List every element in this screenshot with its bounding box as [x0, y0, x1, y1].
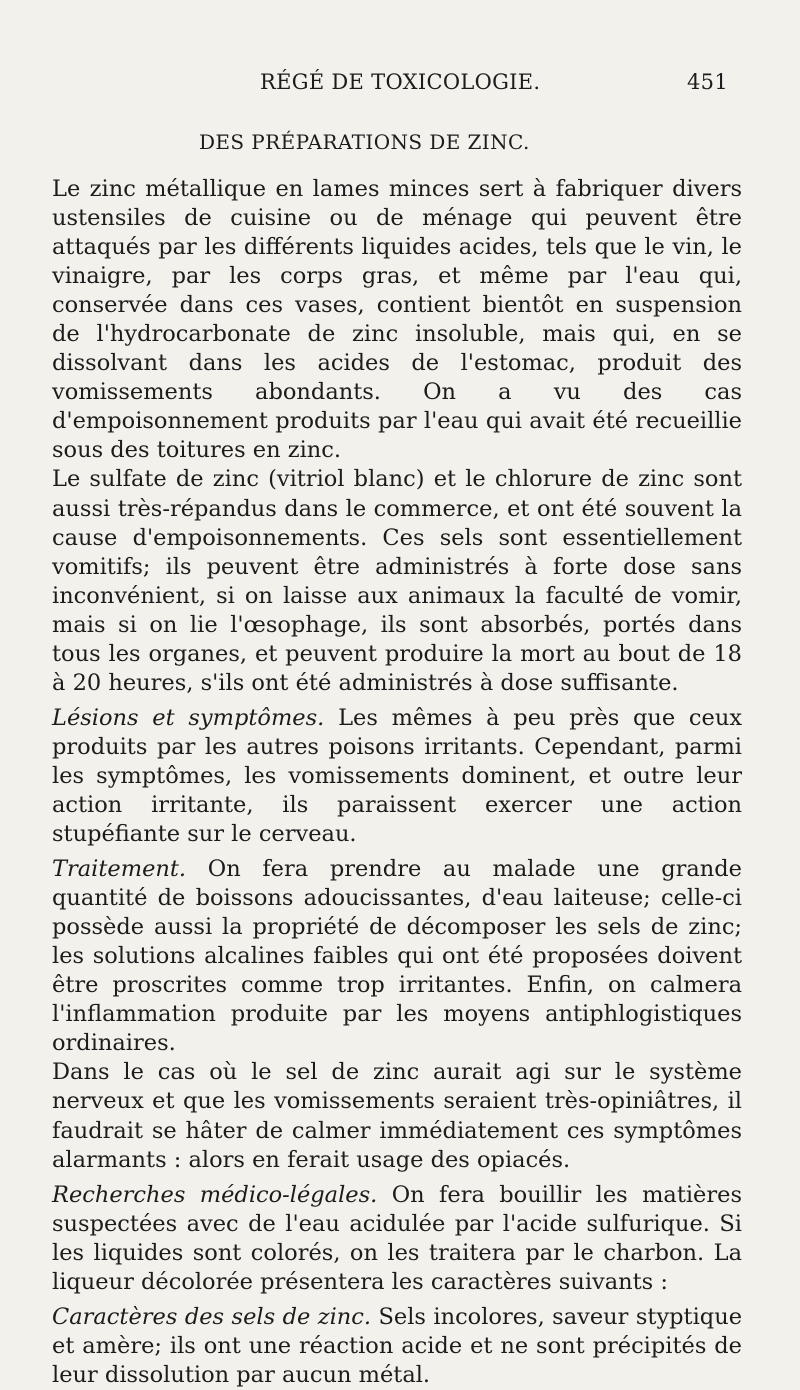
running-header — [52, 62, 742, 94]
paragraph-text: Sels incolores, saveur styptique et amère; ils ont une réaction acide et ne sont précipités de leur dissolution par aucun métal. — [52, 1303, 743, 1388]
paragraph — [52, 704, 742, 849]
page-number: 451 — [687, 70, 728, 94]
paragraph-lead: Recherches médico-légales. — [52, 1181, 378, 1208]
paragraph — [52, 1058, 742, 1174]
paragraph-text: Les mêmes à peu près que ceux produits par les autres poisons irritants. Cependant, parmi les symptômes, les vomissements dominent, et outre leur action irritante, ils paraissent exercer une action stupéfiante sur le cerveau. — [52, 704, 743, 848]
paragraph — [52, 175, 742, 465]
paragraph-lead: Traitement. — [52, 856, 187, 883]
section-title: DES PRÉPARATIONS DE ZINC. — [199, 130, 530, 154]
paragraph-text: On fera bouillir les matières suspectées avec de l'eau acidulée par l'acide sulfurique. Si les liquides sont colorés, on les traitera par le charbon. La liqueur décolorée présentera les caractères suivants : — [52, 1181, 742, 1295]
paragraph-lead: Caractères des sels de zinc. — [52, 1303, 372, 1330]
paragraph — [52, 1181, 742, 1297]
paragraph — [52, 1303, 742, 1390]
paragraph — [52, 465, 742, 697]
body-text — [52, 175, 742, 1390]
paragraph-text: Dans le cas où le sel de zinc aurait agi sur le système nerveux et que les vomissements seraient très-opiniâtres, il faudrait se hâter de calmer immédiatement ces symptômes alarmants : alors en ferait usage des opiacés. — [52, 1059, 742, 1173]
paragraph-text: Le sulfate de zinc (vitriol blanc) et le chlorure de zinc sont aussi très-répandus dans le commerce, et ont été souvent la cause d'empoisonnements. Ces sels sont essentiellement vomitifs; ils peuvent être administrés à forte dose sans inconvénient, si on laisse aux animaux la faculté de vomir, mais si on lie l'œsophage, ils sont absorbés, portés dans tous les organes, et peuvent produire la mort au bout de 18 à 20 heures, s'ils ont été administrés à dose suffisante. — [52, 466, 742, 696]
paragraph-text: On fera prendre au malade une grande quantité de boissons adoucissantes, d'eau laiteuse; celle-ci possède aussi la propriété de décomposer les sels de zinc; les solutions alcalines faibles qui ont été proposées doivent être proscrites comme trop irritantes. Enfin, on calmera l'inflammation produite par les moyens antiphlogistiques ordinaires. — [52, 856, 742, 1057]
paragraph — [52, 855, 742, 1058]
paragraph-text: Le zinc métallique en lames minces sert à fabriquer divers ustensiles de cuisine ou de ménage qui peuvent être attaqués par les différents liquides acides, tels que le vin, le vinaigre, par les corps gras, et même par l'eau qui, conservée dans ces vases, contient bientôt en suspension de l'hydrocarbonate de zinc insoluble, mais qui, en se dissolvant dans les acides de l'estomac, produit des vomissements abondants. On a vu des cas d'empoisonnement produits par l'eau qui avait été recueillie sous des toitures en zinc. — [52, 176, 742, 464]
running-title: RÉGÉ DE TOXICOLOGIE. — [260, 70, 541, 94]
paragraph-lead: Lésions et symptômes. — [52, 704, 325, 731]
